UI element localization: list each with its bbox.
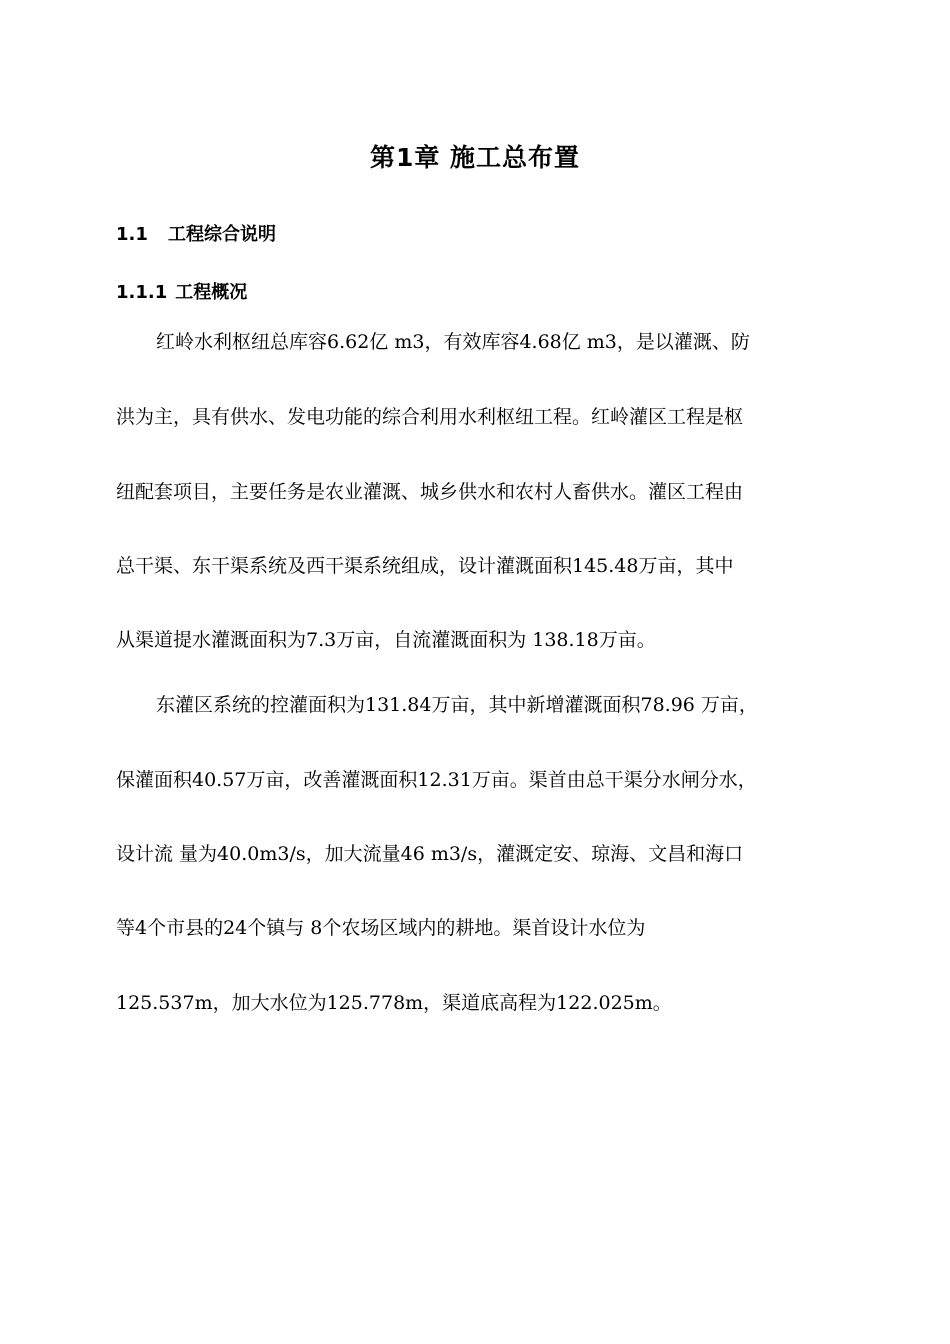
subsection-heading xyxy=(116,278,247,308)
section-heading xyxy=(116,220,276,250)
section-title: 工程综合说明 xyxy=(168,224,276,245)
subsection-number: 1.1.1 xyxy=(116,282,168,303)
paragraph-line: 等4个市县的24个镇与 8个农场区域内的耕地。渠首设计水位为 xyxy=(116,917,646,939)
paragraph-line: 洪为主，具有供水、发电功能的综合利用水利枢纽工程。红岭灌区工程是枢 xyxy=(116,406,744,428)
paragraph-line: 从渠道提水灌溉面积为7.3万亩，自流灌溉面积为 138.18万亩。 xyxy=(116,629,656,651)
section-number: 1.1 xyxy=(116,224,148,245)
paragraph-line: 总干渠、东干渠系统及西干渠系统组成，设计灌溉面积145.48万亩，其中 xyxy=(116,555,734,577)
paragraph-line: 保灌面积40.57万亩，改善灌溉面积12.31万亩。渠首由总干渠分水闸分水， xyxy=(116,769,757,791)
subsection-title: 工程概况 xyxy=(175,282,248,303)
paragraph-line: 纽配套项目，主要任务是农业灌溉、城乡供水和农村人畜供水。灌区工程由 xyxy=(116,481,744,503)
paragraph-line: 红岭水利枢纽总库容6.62亿 m3，有效库容4.68亿 m3，是以灌溉、防 xyxy=(156,331,750,353)
paragraph-line: 设计流 量为40.0m3/s，加大流量46 m3/s，灌溉定安、琼海、文昌和海口 xyxy=(116,843,744,865)
paragraph-line: 东灌区系统的控灌面积为131.84万亩，其中新增灌溉面积78.96 万亩， xyxy=(156,694,758,716)
chapter-title: 第1章 施工总布置 xyxy=(369,143,581,172)
paragraph-line: 125.537m，加大水位为125.778m，渠道底高程为122.025m。 xyxy=(116,992,672,1014)
